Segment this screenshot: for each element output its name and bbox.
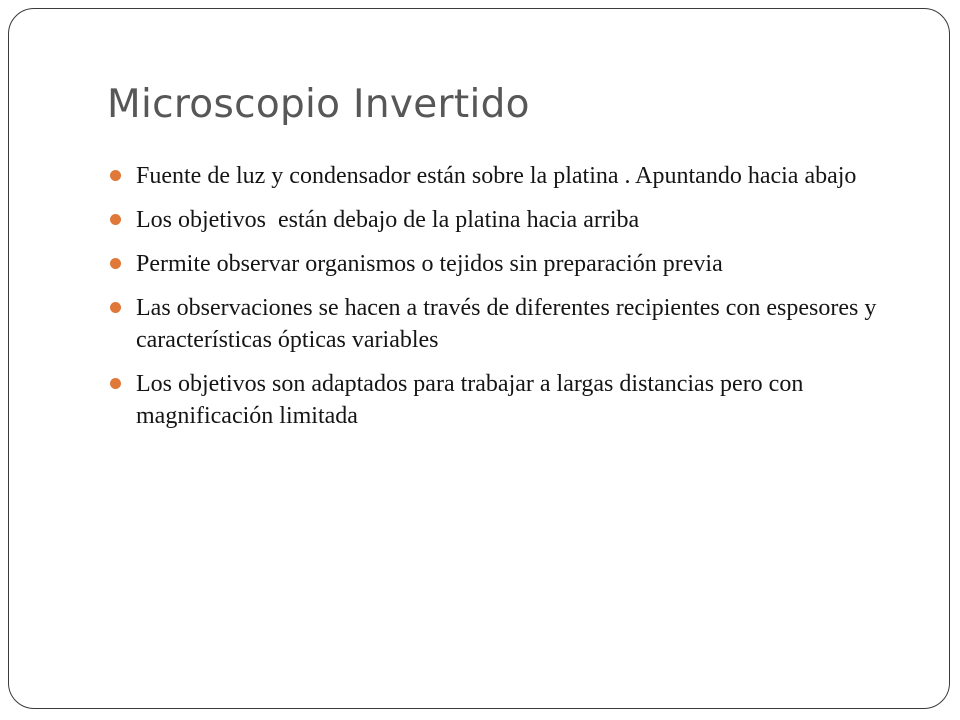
bullet-dot-icon [110,214,121,225]
bullet-dot-icon [110,170,121,181]
bullet-item [108,248,898,280]
bullet-item [108,204,898,236]
bullet-text: Fuente de luz y condensador están sobre la platina . Apuntando hacia abajo [136,163,857,189]
bullet-list [108,160,898,444]
bullet-dot-icon [110,378,121,389]
bullet-item [108,368,898,432]
slide-title: Microscopio Invertido [107,82,530,127]
bullet-text: Los objetivos están debajo de la platina hacia arriba [136,207,640,233]
bullet-item [108,292,898,356]
bullet-item [108,160,898,192]
bullet-text: Los objetivos son adaptados para trabajar a largas distancias pero con magnificación limitada [136,371,804,429]
bullet-dot-icon [110,302,121,313]
bullet-dot-icon [110,258,121,269]
bullet-text: Las observaciones se hacen a través de diferentes recipientes con espesores y características ópticas variables [136,295,877,353]
bullet-text: Permite observar organismos o tejidos sin preparación previa [136,251,723,277]
